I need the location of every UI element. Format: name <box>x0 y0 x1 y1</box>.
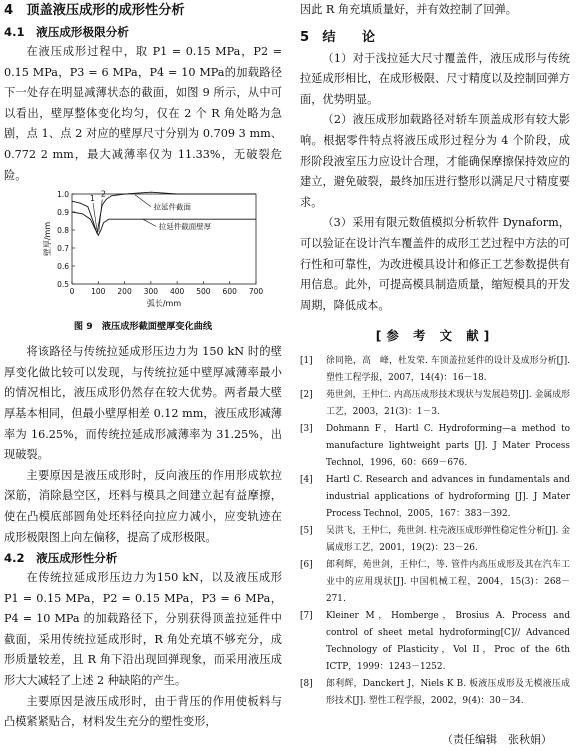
x-tick-label: 200 <box>117 287 132 297</box>
series-leader-1 <box>135 195 151 207</box>
right-column <box>300 0 570 751</box>
x-tick-label: 100 <box>91 287 106 297</box>
reference-text: Dohmann F，Hartl C. Hydroforming—a method to manufacture lightweight parts [J]. J Mater Process Technol，1996，60：669－676. <box>326 423 570 468</box>
responsible-editor: （责任编辑 张秋娟） <box>442 732 552 746</box>
conclusion-2: （2）液压成形加载路径对轿车顶盖成形有较大影响。根据零件特点将液压成形过程分为 4 个阶段，成形阶段液室压力应设计合理，才能确保摩擦保持效应的建立，避免破裂，最终加压进行整形以满足尺寸精度要求。 <box>300 113 570 209</box>
x-tick-label: 0 <box>69 287 75 297</box>
section-4-title: 4 顶盖液压成形的成形性分析 <box>4 3 185 18</box>
section-4-1-title: 4.1 液压成形极限分析 <box>4 25 129 39</box>
x-tick-label: 300 <box>143 287 159 297</box>
reference-number: [1] <box>300 355 313 366</box>
conclusion-3: （3）采用有限元数值模拟分析软件 Dynaform，可以验证在设计汽车覆盖件的成形工艺过程中方法的可行性和可靠性，为改进模具设计和修正工艺参数提供有用信息。此外，可提高模具制造质量，缩短模具的开发周期，降低成本。 <box>300 216 570 312</box>
y-tick-label: 0.5 <box>57 280 69 290</box>
reference-item <box>300 421 570 472</box>
continued-text: 因此 R 角充填质量好，并有效控制了回弹。 <box>300 3 517 16</box>
reference-text: 苑世剑，王仲仁. 内高压成形技术现状与发展趋势[J]. 金属成形工艺，2003，21(3)：1－3. <box>326 389 570 417</box>
left-column <box>4 0 282 733</box>
reference-item <box>300 523 570 557</box>
x-tick-label: 400 <box>169 287 185 297</box>
point-label-1: 1 <box>89 194 95 204</box>
series-leader-2 <box>143 219 156 226</box>
series-label-1: 拉延件截面 <box>153 202 191 212</box>
reference-text: Kleiner M，Homberge，Brosius A. Process and control of sheet metal hydroforming[C]// Advanced Technology of Plasticity，Vol II，Proc of the 6th ICTP，1999：1243－1252. <box>326 610 570 672</box>
paragraph-last: 主要原因是液压成形时，由于背压的作用使板料与凸模紧紧贴合，材料发生充分的塑性变形， <box>4 694 282 729</box>
reference-item <box>300 676 570 710</box>
reference-list <box>300 353 570 710</box>
y-tick-label: 0.7 <box>57 244 69 254</box>
x-tick-label: 500 <box>196 287 211 297</box>
y-tick-label: 0.8 <box>57 226 69 236</box>
reference-number: [2] <box>300 389 313 400</box>
reference-text: 吴洪飞，王仲仁，苑世剑. 柱壳液压成形弹性稳定性分析[J]. 金属成形工艺，2001，19(2)：23－26. <box>326 525 570 553</box>
paragraph-compare: 将该路径与传统拉延成形压边力为 150 kN 时的壁厚变化做比较可以发现，与传统拉延中壁厚减薄率最小的情况相比，液压成形仍然存在较大优势。两者最大壁厚基本相同，但最小壁厚相差 0.12 mm，液压成形减薄率为 16.25%，而传统拉延成形减薄率为 31.25%，出现破裂。 <box>4 345 282 462</box>
series-label-2: 拉延件截面壁厚 <box>158 222 212 232</box>
reference-number: [3] <box>300 423 313 434</box>
reference-text: Hartl C. Research and advances in fundamentals and industrial applications of hydroforming [J]. J Mater Process Technol，2005，167：383－392. <box>326 474 570 519</box>
reference-text: 郎利辉，苑世剑，王仲仁，等. 管件内高压成形及其在汽车工业中的应用现状[J]. 中国机械工程，2004，15(3)：268－271. <box>326 559 570 604</box>
point-label-2: 2 <box>100 189 107 199</box>
y-tick-label: 0.9 <box>57 208 69 218</box>
reference-item <box>300 608 570 676</box>
reference-text: 郎利辉，Danckert J，Niels K B. 板液压成形及无模液压成形技术[J]. 塑性工程学报，2002，9(4)：30－34. <box>326 678 570 706</box>
section-5-title: 5 结 论 <box>300 29 376 45</box>
figure-9 <box>4 186 282 320</box>
paragraph-reason: 主要原因是液压成形时，反向液压的作用形成软拉深筋，消除悬空区，坯料与模具之间建立起有益摩擦，使在凸模底部圆角处坯料径向拉应力减小，应变轨迹在成形极限图上向左偏移，提高了成形极限。 <box>4 468 282 544</box>
y-tick-label: 1.0 <box>57 190 69 200</box>
x-tick-label: 600 <box>222 287 237 297</box>
x-tick-label: 700 <box>248 287 264 297</box>
reference-item <box>300 353 570 387</box>
references-title: [参 考 文 献] <box>375 328 495 344</box>
y-axis-label: 壁厚/mm <box>43 222 52 257</box>
reference-item <box>300 472 570 523</box>
wall-thickness-chart <box>4 186 282 320</box>
reference-number: [4] <box>300 474 313 485</box>
section-4-2-title: 4.2 液压成形性分析 <box>4 551 118 566</box>
reference-text: 徐同艳，高 峰，杜发荣. 车顶盖拉延件的设计及成形分析[J]. 塑性工程学报，2007，14(4)：16－18. <box>326 355 570 383</box>
reference-number: [7] <box>300 610 313 621</box>
reference-number: [6] <box>300 559 313 570</box>
conclusion-1: （1）对于浅拉延大尺寸覆盖件，液压成形与传统拉延成形相比，在成形极限、尺寸精度以及控制回弹方面，优势明显。 <box>300 51 570 106</box>
reference-item <box>300 387 570 421</box>
y-tick-label: 0.6 <box>57 262 69 272</box>
reference-item <box>300 557 570 608</box>
reference-number: [8] <box>300 678 313 689</box>
x-axis-label: 弧长/mm <box>146 299 182 309</box>
reference-number: [5] <box>300 525 313 536</box>
paragraph-4-2: 在传统拉延成形压边力为150 kN，以及液压成形 P1 = 0.15 MPa，P2 = 0.15 MPa，P3 = 6 MPa，P4 = 10 MPa 的加载路径下，分别获得顶盖拉延件中截面，采用传统拉延成形时，R 角处充填不够充分，成形质量较差，且 R 角下沿出现回弹现象，而采用液压成形大大减轻了上述 2 种缺陷的产生。 <box>4 571 282 688</box>
paragraph-4-1: 在液压成形过程中，取 P1 = 0.15 MPa，P2 = 0.15 MPa，P3 = 6 MPa，P4 = 10 MPa的加载路径下一处存在明显减薄状态的截面，如图 9 所示，从中可以看出，壁厚整体变化均匀，仅在 2 个 R 角处略为急剧，点 1、点 2 对应的壁厚尺寸分别为 0.709 3 mm、0.772 2 mm，最大减薄率仅为 11.33%，无破裂危险。 <box>4 45 282 182</box>
figure-9-caption: 图 9 液压成形截面壁厚变化曲线 <box>73 321 213 333</box>
